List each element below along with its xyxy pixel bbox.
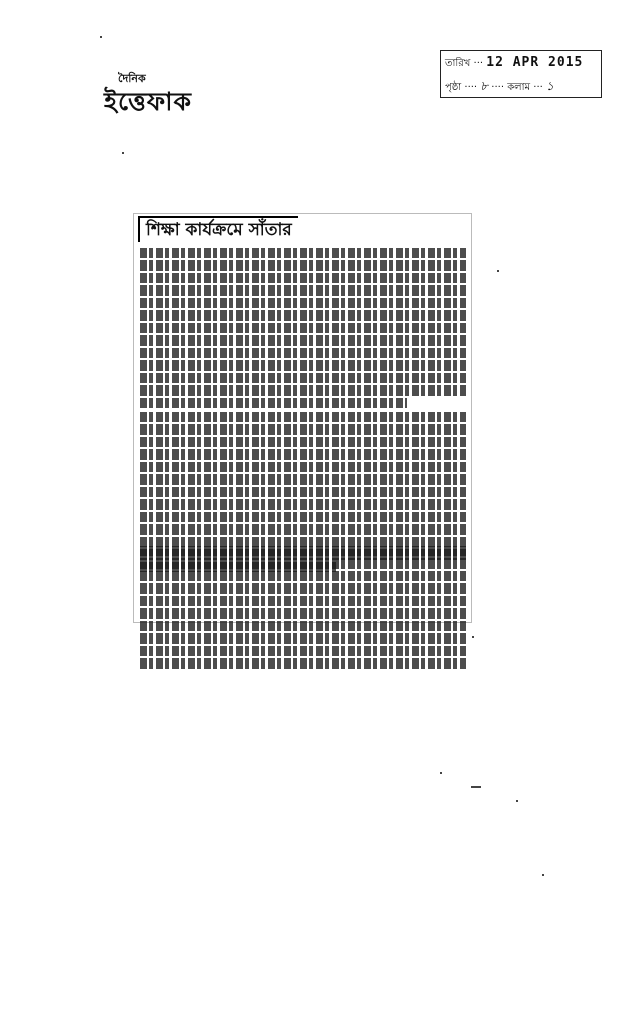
stamp-date-value: 12 APR 2015: [486, 55, 584, 70]
article-headline: শিক্ষা কার্যক্রমে সাঁতার: [138, 216, 298, 242]
stamp-page-label: পৃষ্ঠা: [445, 82, 462, 93]
masthead-label: দৈনিক: [118, 72, 146, 85]
news-clipping: [133, 213, 472, 623]
scan-speck: [122, 152, 124, 154]
scan-speck: [100, 36, 102, 38]
newspaper-logo: ইত্তেফাক: [104, 87, 192, 116]
stamp-date-label: তারিখ: [445, 58, 471, 69]
scan-speck: [497, 270, 499, 272]
stamp-page-row: পৃষ্ঠা ···· ৮ ···· কলাম ··· ১: [445, 79, 554, 93]
scan-speck: [440, 772, 442, 774]
archive-stamp: [440, 50, 602, 98]
stamp-page-value: ৮: [480, 79, 489, 93]
scan-speck: [471, 786, 481, 788]
stamp-column-value: ১: [546, 79, 554, 93]
scan-speck: [472, 636, 474, 638]
scan-speck: [516, 800, 518, 802]
scan-speck: [542, 874, 544, 876]
stamp-column-label: কলাম: [507, 82, 531, 93]
stamp-date-row: তারিখ ··· 12 APR 2015: [445, 55, 584, 70]
article-paragraph-3: [140, 546, 466, 671]
article-paragraph-1: [140, 248, 466, 410]
